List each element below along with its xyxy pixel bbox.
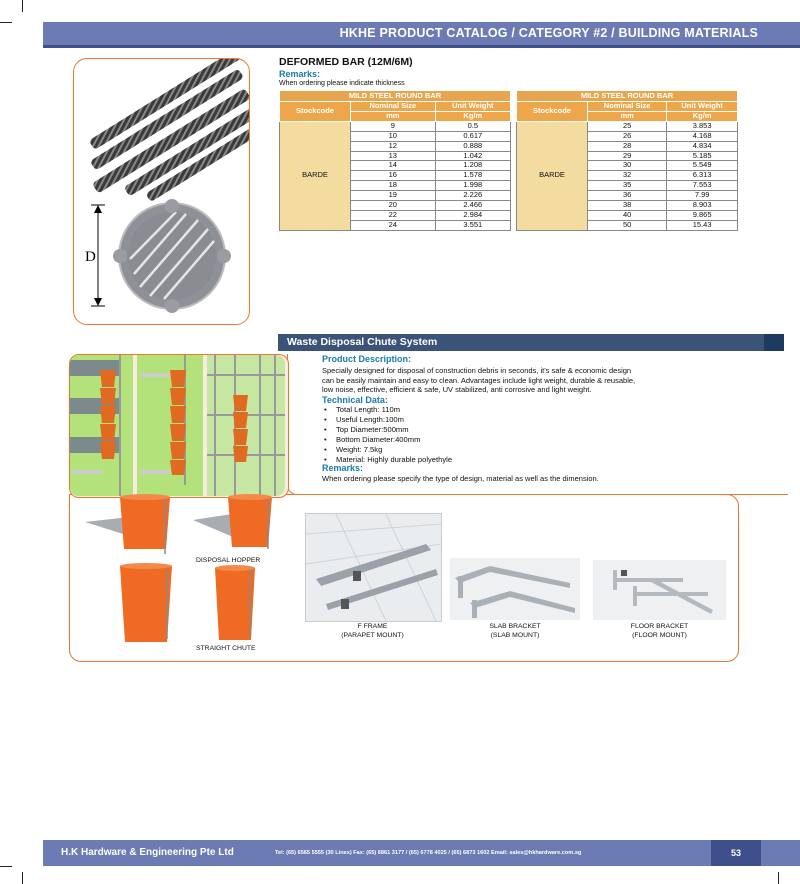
size-cell: 14 [351,161,436,171]
size-cell: 28 [588,141,667,151]
size-cell: 9 [351,121,436,131]
description-line: Specially designed for disposal of construction debris in seconds, it's safe & economic design [322,366,632,375]
weight-cell: 15.43 [667,220,738,230]
caption-floor-bracket-line2: (FLOOR MOUNT) [632,631,687,639]
caption-slab-bracket-line2: (SLAB MOUNT) [490,631,540,639]
description-line: low noise, effective, efficient & safe, UV stabilized, anti corrosive and light weight. [322,385,592,394]
installation-photos [70,355,285,496]
slab-bracket-illustration [450,558,580,620]
col-stockcode: Stockcode [280,102,351,122]
floor-bracket-illustration [593,560,726,620]
weight-cell: 1.998 [435,181,510,191]
tech-item: • Bottom Diameter:400mm [322,435,452,445]
weight-cell: 5.185 [667,151,738,161]
size-cell: 10 [351,131,436,141]
weight-cell: 7.99 [667,191,738,201]
remarks-text: When ordering please indicate thickness [279,80,405,87]
technical-data-list [322,405,452,466]
col-nominal-size: Nominal Size [588,102,667,112]
col-unit-weight: Unit Weight [667,102,738,112]
tech-item: • Total Length: 110m [322,405,452,415]
f-frame-photo [305,513,442,622]
section-title-accent [764,334,784,351]
remarks-label-2: Remarks: [322,463,364,473]
remarks-label: Remarks: [279,69,321,79]
size-cell: 32 [588,171,667,181]
caption-slab-bracket [450,623,580,640]
f-frame-illustration [306,514,441,621]
unit-kgm: Kg/m [435,111,510,121]
hopper-and-chute-illustration [75,494,285,649]
weight-cell: 7.553 [667,181,738,191]
caption-floor-bracket-line1: FLOOR BRACKET [630,623,689,630]
page-number: 53 [711,840,761,866]
size-cell: 26 [588,131,667,141]
weight-cell: 4.168 [667,131,738,141]
page-footer [43,840,800,866]
remarks-text-2: When ordering please specify the type of design, material as well as the dimension. [322,474,599,483]
size-cell: 25 [588,121,667,131]
stockcode-cell: BARDE [280,121,351,230]
size-cell: 18 [351,181,436,191]
caption-disposal-hopper: DISPOSAL HOPPER [196,557,261,564]
header-underline [43,45,800,48]
caption-straight-chute: STRAIGHT CHUTE [196,645,256,652]
size-cell: 29 [588,151,667,161]
size-cell: 30 [588,161,667,171]
size-cell: 13 [351,151,436,161]
table-caption: MILD STEEL ROUND BAR [517,91,738,102]
size-cell: 16 [351,171,436,181]
crop-mark [22,0,23,12]
caption-f-frame-line1: F FRAME [357,623,388,630]
product-description-label: Product Description: [322,354,412,364]
tech-item: • Top Diameter:500mm [322,425,452,435]
chute-installation-illustration [70,355,285,496]
crop-mark [0,22,12,23]
rebar-illustration [74,59,249,324]
crop-mark [22,872,23,884]
col-stockcode: Stockcode [517,102,588,122]
round-bar-table-left [279,90,511,231]
tech-item: • Material: Highly durable polyethyle [322,455,452,465]
section-title-text: Waste Disposal Chute System [287,336,438,348]
tech-item: • Useful Length:100m [322,415,452,425]
round-bar-table-right [516,90,738,231]
product-title: DEFORMED BAR (12M/6M) [279,56,413,68]
footer-company: H.K Hardware & Engineering Pte Ltd [61,847,234,858]
section-title-waste-chute [278,334,784,351]
technical-data-label: Technical Data: [322,395,388,405]
size-cell: 12 [351,141,436,151]
weight-cell: 4.834 [667,141,738,151]
weight-cell: 0.617 [435,131,510,141]
size-cell: 38 [588,201,667,211]
weight-cell: 1.042 [435,151,510,161]
floor-bracket-photo [593,560,726,620]
caption-slab-bracket-line1: SLAB BRACKET [489,623,541,630]
tech-item: • Weight: 7.5kg [322,445,452,455]
size-cell: 35 [588,181,667,191]
unit-mm: mm [588,111,667,121]
size-cell: 20 [351,201,436,211]
crop-mark [778,872,779,884]
col-nominal-size: Nominal Size [351,102,436,112]
size-cell: 22 [351,210,436,220]
caption-f-frame [305,623,440,640]
weight-cell: 3.853 [667,121,738,131]
weight-cell: 2.466 [435,201,510,211]
weight-cell: 2.984 [435,210,510,220]
weight-cell: 6.313 [667,171,738,181]
weight-cell: 5.549 [667,161,738,171]
caption-f-frame-line2: (PARAPET MOUNT) [341,631,404,639]
table-caption: MILD STEEL ROUND BAR [280,91,511,102]
weight-cell: 8.903 [667,201,738,211]
weight-cell: 0.888 [435,141,510,151]
caption-floor-bracket [593,623,726,640]
weight-cell: 0.5 [435,121,510,131]
deformed-bar-image [73,58,250,325]
weight-cell: 2.226 [435,191,510,201]
crop-mark [0,866,12,867]
description-line: can be easily maintain and easy to clean. Advantages include light weight, durable & reusable, [322,376,636,385]
size-cell: 24 [351,220,436,230]
weight-cell: 1.208 [435,161,510,171]
stockcode-cell: BARDE [517,121,588,230]
size-cell: 19 [351,191,436,201]
footer-contact: Tel: (65) 6565 5555 (30 Lines) Fax: (65) 6861 3177 / (65) 6778 4025 / (65) 6873 1602 Email: sales@hkhardware.com.sg [275,850,582,856]
size-cell: 36 [588,191,667,201]
weight-cell: 9.865 [667,210,738,220]
size-cell: 40 [588,210,667,220]
diameter-label: D [85,249,96,265]
size-cell: 50 [588,220,667,230]
col-unit-weight: Unit Weight [435,102,510,112]
page-header: HKHE PRODUCT CATALOG / CATEGORY #2 / BUILDING MATERIALS [43,22,800,45]
unit-mm: mm [351,111,436,121]
weight-cell: 1.578 [435,171,510,181]
unit-kgm: Kg/m [667,111,738,121]
slab-bracket-photo [450,558,580,620]
weight-cell: 3.551 [435,220,510,230]
